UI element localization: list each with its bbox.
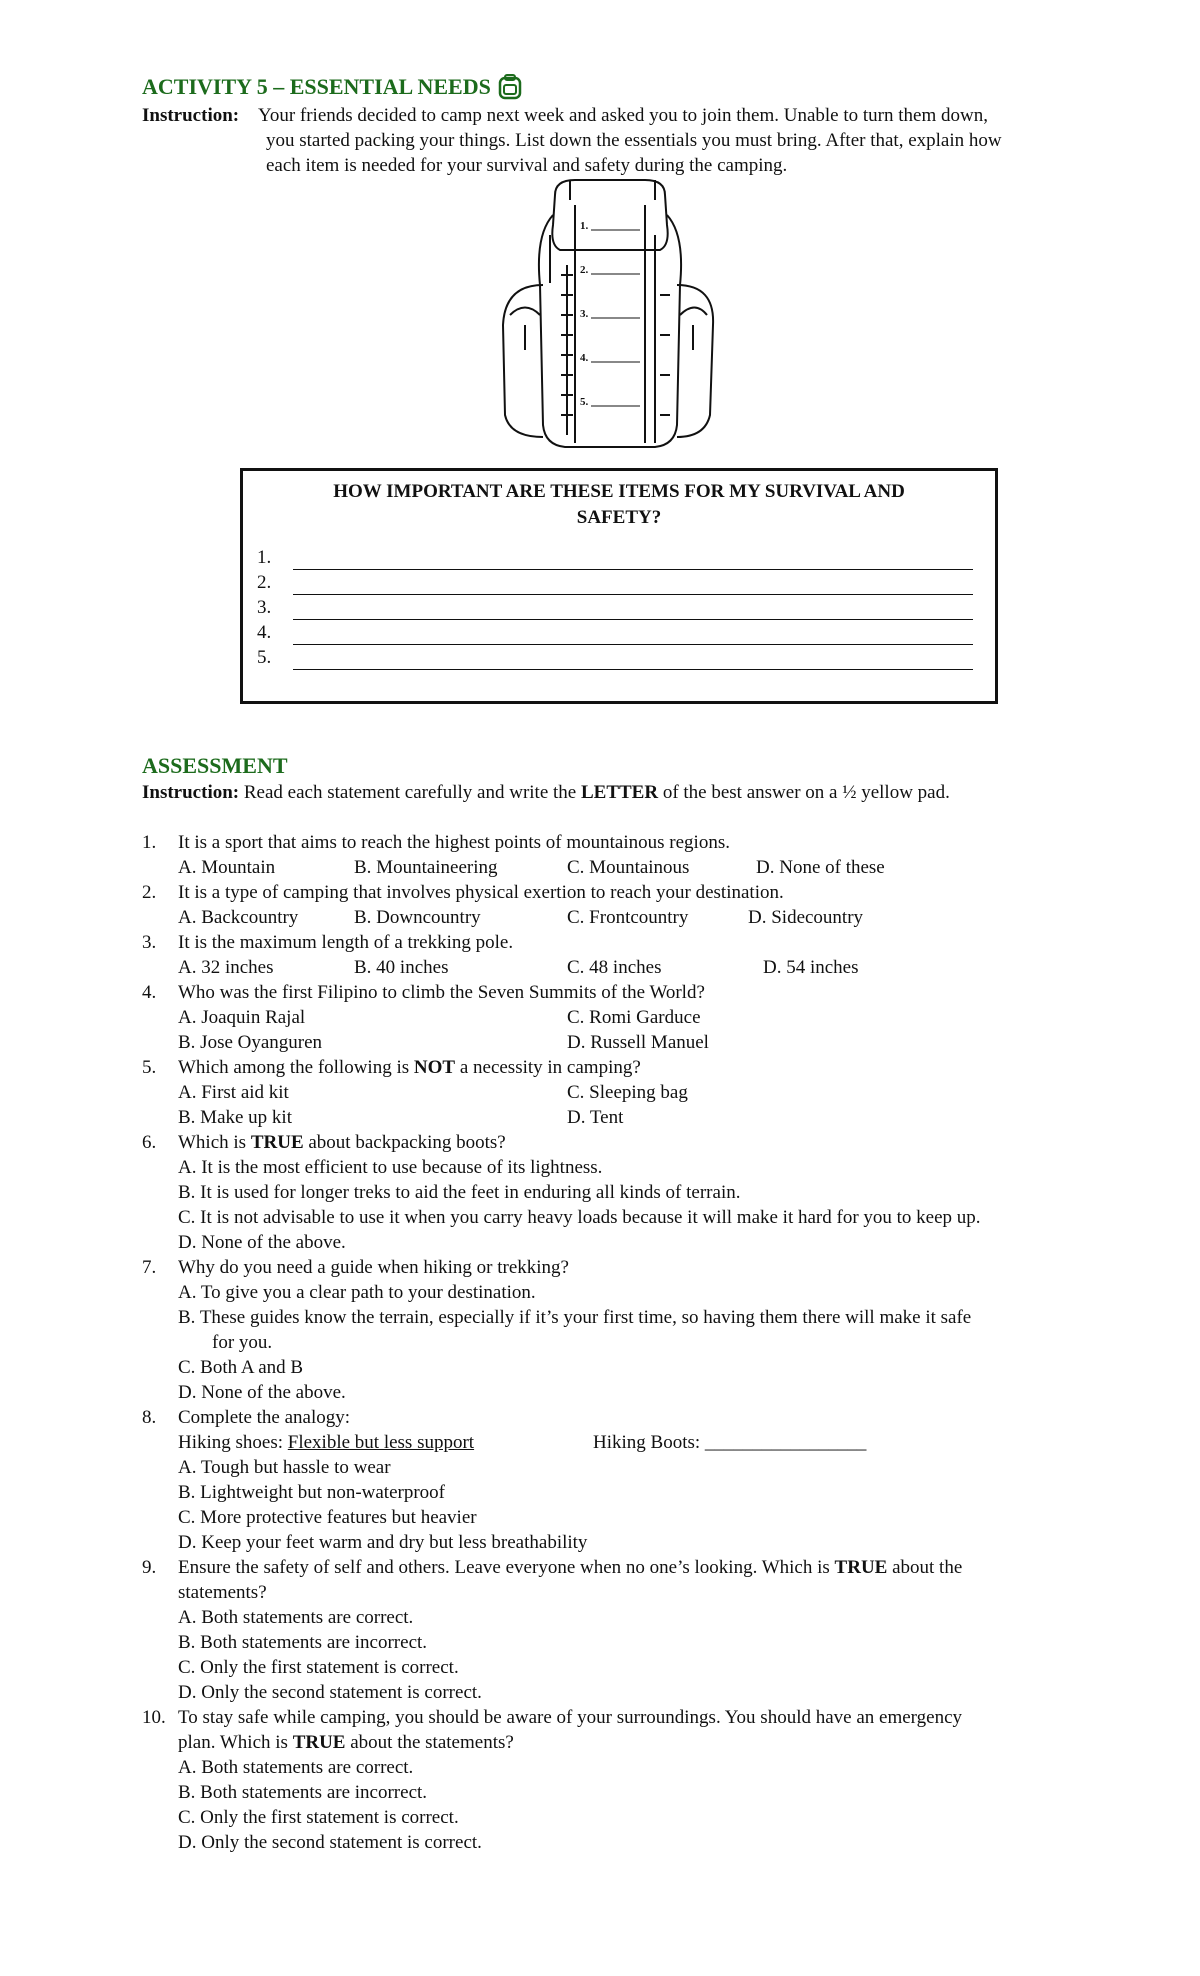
question-number: 5. xyxy=(142,1057,157,1078)
option: A. It is the most efficient to use because of its lightness. xyxy=(178,1157,603,1178)
option: C. Romi Garduce xyxy=(567,1007,701,1028)
question-text: To stay safe while camping, you should be aware of your surroundings. You should have an emergency xyxy=(178,1707,963,1728)
option: B. Both statements are incorrect. xyxy=(178,1632,428,1653)
option: B. Jose Oyanguren xyxy=(178,1032,323,1053)
question-9 xyxy=(142,1555,962,1580)
assessment-instruction xyxy=(142,780,950,805)
importance-title-line1: HOW IMPORTANT ARE THESE ITEMS FOR MY SURVIVAL AND xyxy=(333,481,905,502)
question-text: Who was the first Filipino to climb the Seven Summits of the World? xyxy=(178,982,705,1003)
question-6 xyxy=(142,1130,506,1155)
question-text: It is a sport that aims to reach the highest points of mountainous regions. xyxy=(178,832,730,853)
question-4 xyxy=(142,980,705,1005)
option: A. Both statements are correct. xyxy=(178,1607,414,1628)
question-text: It is the maximum length of a trekking pole. xyxy=(178,932,514,953)
analogy-left-label: Hiking shoes: xyxy=(178,1432,288,1453)
option: B. Downcountry xyxy=(354,907,481,928)
option: A. Tough but hassle to wear xyxy=(178,1457,391,1478)
answer-row-number: 2. xyxy=(257,572,272,593)
question-text-line2-bold: TRUE xyxy=(292,1732,346,1753)
answer-blank[interactable] xyxy=(293,601,973,620)
option: A. Backcountry xyxy=(178,907,299,928)
backpack-number: 4. xyxy=(580,352,589,364)
option: A. First aid kit xyxy=(178,1082,289,1103)
option: A. Mountain xyxy=(178,857,276,878)
question-number: 1. xyxy=(142,832,157,853)
option: C. Both A and B xyxy=(178,1357,304,1378)
question-text-line2: statements? xyxy=(178,1582,267,1603)
backpack-number: 5. xyxy=(580,396,589,408)
question-8 xyxy=(142,1405,350,1430)
answer-row xyxy=(257,545,973,570)
answer-blank[interactable] xyxy=(293,551,973,570)
question-2 xyxy=(142,880,784,905)
option: C. Frontcountry xyxy=(567,907,689,928)
option: C. Mountainous xyxy=(567,857,690,878)
question-5 xyxy=(142,1055,641,1080)
answer-row xyxy=(257,620,973,645)
question-number: 10. xyxy=(142,1707,166,1728)
activity-title-text: ACTIVITY 5 – ESSENTIAL NEEDS xyxy=(142,74,491,99)
option: A. To give you a clear path to your destination. xyxy=(178,1282,536,1303)
option: B. Both statements are incorrect. xyxy=(178,1782,428,1803)
backpack-number: 3. xyxy=(580,308,589,320)
option: C. Only the first statement is correct. xyxy=(178,1657,459,1678)
option: C. Only the first statement is correct. xyxy=(178,1807,459,1828)
activity-instruction-label: Instruction: xyxy=(142,105,240,126)
option: A. 32 inches xyxy=(178,957,274,978)
question-text-pre: Which among the following is xyxy=(178,1057,414,1078)
question-text: Complete the analogy: xyxy=(178,1407,351,1428)
question-number: 2. xyxy=(142,882,157,903)
assessment-title: ASSESSMENT xyxy=(142,753,288,778)
option: C. It is not advisable to use it when you carry heavy loads because it will make it hard for you to keep up. xyxy=(178,1207,981,1228)
question-1 xyxy=(142,830,730,855)
option: D. None of the above. xyxy=(178,1382,346,1403)
question-text-pre: Which is xyxy=(178,1132,251,1153)
backpack-illustration xyxy=(495,175,715,455)
answer-row-number: 5. xyxy=(257,647,272,668)
analogy-right: Hiking Boots: _________________ xyxy=(593,1432,867,1453)
question-text: Why do you need a guide when hiking or trekking? xyxy=(178,1257,569,1278)
answer-row xyxy=(257,570,973,595)
option: D. Keep your feet warm and dry but less breathability xyxy=(178,1532,588,1553)
question-text-pre: Ensure the safety of self and others. Leave everyone when no one’s looking. Which is xyxy=(178,1557,835,1578)
question-number: 6. xyxy=(142,1132,157,1153)
option: C. Sleeping bag xyxy=(567,1082,688,1103)
option: D. Only the second statement is correct. xyxy=(178,1832,482,1853)
option: D. None of these xyxy=(756,857,885,878)
question-number: 7. xyxy=(142,1257,157,1278)
backpack-number: 2. xyxy=(580,264,589,276)
assessment-instruction-post: of the best answer on a ½ yellow pad. xyxy=(658,782,950,803)
option: B. These guides know the terrain, especially if it’s your first time, so having them there will make it safe xyxy=(178,1307,972,1328)
option: D. Tent xyxy=(567,1107,624,1128)
activity-instruction-line3: each item is needed for your survival and safety during the camping. xyxy=(266,155,788,176)
question-text-line2-pre: plan. Which is xyxy=(178,1732,293,1753)
question-10 xyxy=(142,1705,962,1730)
option: B. 40 inches xyxy=(354,957,449,978)
question-text-post: about backpacking boots? xyxy=(303,1132,506,1153)
question-text: It is a type of camping that involves physical exertion to reach your destination. xyxy=(178,882,784,903)
backpack-number: 1. xyxy=(580,220,589,232)
answer-row-number: 1. xyxy=(257,547,272,568)
question-text-bold: TRUE xyxy=(250,1132,304,1153)
question-text-post: about the xyxy=(887,1557,963,1578)
option: D. Sidecountry xyxy=(748,907,864,928)
answer-blank[interactable] xyxy=(293,576,973,595)
question-number: 3. xyxy=(142,932,157,953)
assessment-instruction-pre: Read each statement carefully and write the xyxy=(239,782,581,803)
option: B. Lightweight but non-waterproof xyxy=(178,1482,446,1503)
option: D. 54 inches xyxy=(763,957,859,978)
option: A. Both statements are correct. xyxy=(178,1757,414,1778)
option: D. Russell Manuel xyxy=(567,1032,709,1053)
option-continuation: for you. xyxy=(212,1332,273,1353)
option: B. Mountaineering xyxy=(354,857,498,878)
answer-row xyxy=(257,595,973,620)
answer-row xyxy=(257,645,973,670)
question-text-post: a necessity in camping? xyxy=(455,1057,641,1078)
activity-instruction-line1: Your friends decided to camp next week and asked you to join them. Unable to turn them down, xyxy=(258,105,988,126)
question-number: 8. xyxy=(142,1407,157,1428)
option: C. 48 inches xyxy=(567,957,662,978)
option: D. None of the above. xyxy=(178,1232,346,1253)
backpack-drawing xyxy=(495,175,715,455)
question-number: 4. xyxy=(142,982,157,1003)
question-text-bold: TRUE xyxy=(834,1557,888,1578)
option: C. More protective features but heavier xyxy=(178,1507,477,1528)
answer-blank[interactable] xyxy=(293,651,973,670)
option: B. It is used for longer treks to aid the feet in enduring all kinds of terrain. xyxy=(178,1182,741,1203)
option: A. Joaquin Rajal xyxy=(178,1007,306,1028)
question-text-bold: NOT xyxy=(413,1057,456,1078)
activity-title xyxy=(142,74,523,100)
analogy-left-value: Flexible but less support xyxy=(287,1432,475,1453)
option: B. Make up kit xyxy=(178,1107,292,1128)
question-number: 9. xyxy=(142,1557,157,1578)
assessment-instruction-bold: LETTER xyxy=(580,782,659,803)
assessment-instruction-label: Instruction: xyxy=(142,782,240,803)
answer-row-number: 3. xyxy=(257,597,272,618)
answer-row-number: 4. xyxy=(257,622,272,643)
backpack-icon xyxy=(497,74,523,100)
importance-box xyxy=(240,468,998,704)
question-text-line2 xyxy=(178,1730,514,1755)
importance-title-line2: SAFETY? xyxy=(576,507,662,528)
answer-blank[interactable] xyxy=(293,626,973,645)
analogy-left xyxy=(178,1430,474,1455)
question-3 xyxy=(142,930,513,955)
question-text-line2-post: about the statements? xyxy=(345,1732,514,1753)
option: D. Only the second statement is correct. xyxy=(178,1682,482,1703)
activity-instruction-line2: you started packing your things. List down the essentials you must bring. After that, explain how xyxy=(266,130,1002,151)
question-7 xyxy=(142,1255,569,1280)
importance-box-title xyxy=(243,479,995,531)
